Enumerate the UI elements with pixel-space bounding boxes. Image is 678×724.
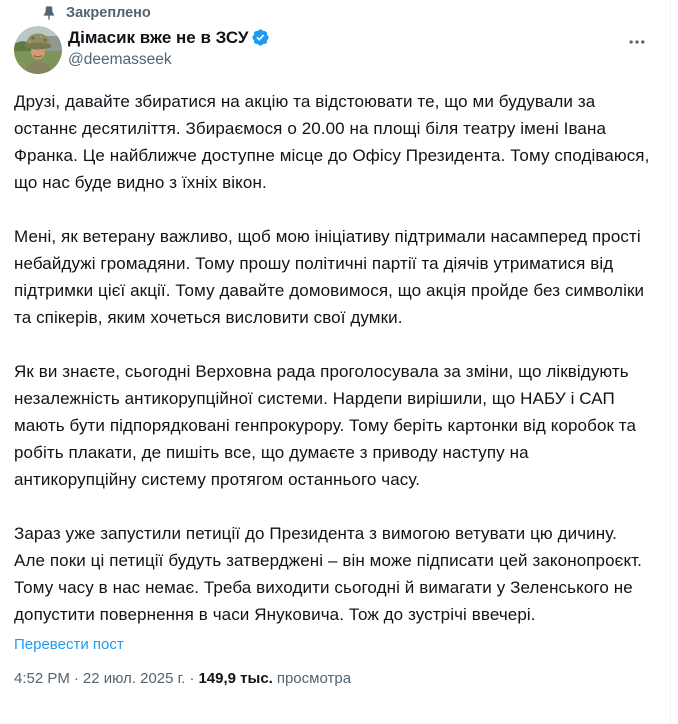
post-paragraph: Як ви знаєте, сьогодні Верховна рада проголосувала за зміни, що ліквідують незалежність антикорупційної системи. Нардепи вирішили, що НАБУ і САП мають бути підпорядковані генпрокурору. Тому беріть картонки від коробок та робіть плакати, де пишіть все, що думаєте з приводу наступу на антикорупційну систему протягом останнього часу. <box>14 362 637 489</box>
name-line <box>68 26 270 49</box>
meta-separator: · <box>189 670 195 687</box>
post-paragraph: Зараз уже запустили петиції до Президента з вимогою ветувати цю дичину. Але поки ці петиції будуть затверджені – він може підписати цей законопроєкт. Тому часу в нас немає. Треба виходити сьогодні й вимагати у Зеленського не допустити повернення в часи Януковича. Тож до зустрічі ввечері. <box>14 524 642 624</box>
translate-post-link[interactable]: Перевести пост <box>14 636 124 653</box>
tweet-header <box>0 26 670 74</box>
more-dots-icon <box>627 32 647 52</box>
verified-badge-icon[interactable] <box>251 28 270 47</box>
avatar[interactable] <box>14 26 62 74</box>
meta-row <box>14 670 670 687</box>
post-paragraph: Друзі, давайте збиратися на акцію та відстоювати те, що ми будували за останнє десятиліття. Збираємося о 20.00 на площі біля театру імені Івана Франка. Це найближче доступне місце до Офісу Президента. Тому сподіваюся, що нас буде видно з їхніх вікон. <box>14 92 650 192</box>
user-block <box>68 26 270 69</box>
avatar-image <box>14 26 62 74</box>
post-paragraph: Мені, як ветерану важливо, щоб мою ініціативу підтримали насамперед прості небайдужі громадяни. Тому прошу політичні партії та діячів утриматися від підтримки цієї акції. Тому давайте домовимося, що акція пройде без символіки та спікерів, яким хочеться висловити свої думки. <box>14 227 645 327</box>
display-name[interactable]: Дімасик вже не в ЗСУ <box>68 27 249 47</box>
timestamp-date[interactable]: 22 июл. 2025 г. <box>82 670 186 687</box>
pinned-label: Закреплено <box>66 5 151 21</box>
post-body <box>14 88 652 628</box>
views-count: 149,9 тыс. <box>198 670 273 687</box>
more-button[interactable] <box>622 31 652 53</box>
pinned-row <box>0 0 670 21</box>
views-label: просмотра <box>276 670 352 687</box>
meta-separator: · <box>73 670 79 687</box>
timestamp-time[interactable]: 4:52 PM <box>14 670 70 687</box>
user-handle[interactable]: @deemasseek <box>68 51 172 68</box>
pin-icon <box>41 5 57 21</box>
